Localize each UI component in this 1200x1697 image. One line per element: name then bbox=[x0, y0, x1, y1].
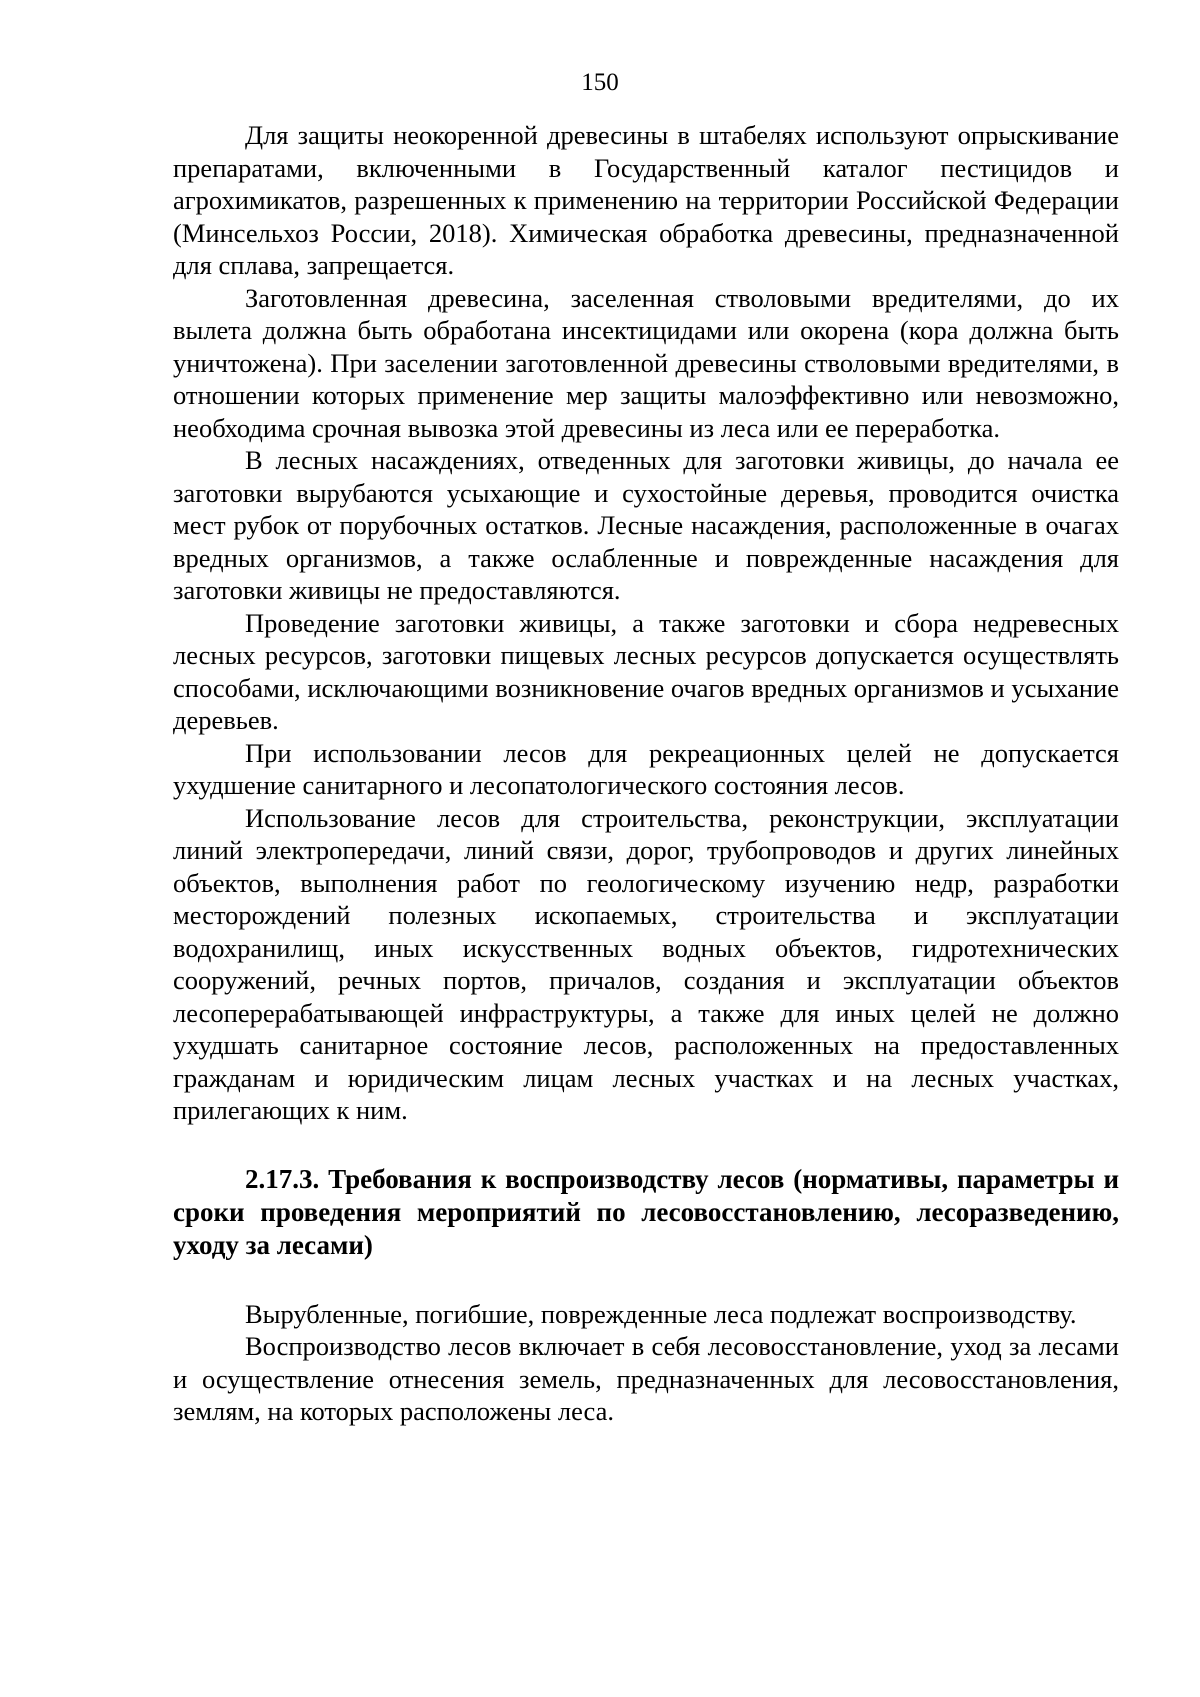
page-body bbox=[173, 119, 1119, 1428]
paragraph-infrastructure-use: Использование лесов для строительства, реконструкции, эксплуатации линий электропередачи, линий связи, дорог, трубопроводов и других линейных объектов, выполнения работ по геологическому изучению недр, разработки месторождений полезных ископаемых, строительства и эксплуатации водохранилищ, иных искусственных водных объектов, гидротехнических сооружений, речных портов, причалов, создания и эксплуатации объектов лесоперерабатывающей инфраструктуры, а также для иных целей не должно ухудшать санитарное состояние лесов, расположенных на предоставленных гражданам и юридическим лицам лесных участках и на лесных участках, прилегающих к ним. bbox=[173, 802, 1119, 1125]
section-heading: 2.17.3. Требования к воспроизводству лесов (нормативы, параметры и сроки проведения мероприятий по лесовосстановлению, лесоразведению, уходу за лесами) bbox=[173, 1163, 1119, 1260]
paragraph-non-timber-resources: Проведение заготовки живицы, а также заготовки и сбора недревесных лесных ресурсов, заготовки пищевых лесных ресурсов допускается осуществлять способами, исключающими возникновение очагов вредных организмов и усыхание деревьев. bbox=[173, 607, 1119, 735]
page-number: 150 bbox=[581, 69, 619, 96]
paragraph-resin-tapping-stands: В лесных насаждениях, отведенных для заготовки живицы, до начала ее заготовки вырубаются усыхающие и сухостойные деревья, проводится очистка мест рубок от порубочных остатков. Лесные насаждения, расположенные в очагах вредных организмов, а также ослабленные и поврежденные насаждения для заготовки живицы не предоставляются. bbox=[173, 445, 1119, 605]
paragraph-infested-wood: Заготовленная древесина, заселенная стволовыми вредителями, до их вылета должна быть обработана инсектицидами или окорена (кора должна быть уничтожена). При заселении заготовленной древесины стволовыми вредителями, в отношении которых применение мер защиты малоэффективно или невозможно, необходима срочная вывозка этой древесины из леса или ее переработка. bbox=[173, 282, 1119, 443]
paragraph-reproduction-scope: Воспроизводство лесов включает в себя лесовосстановление, уход за лесами и осуществление отнесения земель, предназначенных для лесовосстановления, землям, на которых расположены леса. bbox=[173, 1331, 1119, 1426]
paragraph-reproduction-required: Вырубленные, погибшие, поврежденные леса подлежат воспроизводству. bbox=[245, 1298, 1077, 1329]
paragraph-wood-stack-protection: Для защиты неокоренной древесины в штабелях используют опрыскивание препаратами, включенными в Государственный каталог пестицидов и агрохимикатов, разрешенных к применению на территории Российской Федерации (Минсельхоз России, 2018). Химическая обработка древесины, предназначенной для сплава, запрещается. bbox=[173, 120, 1119, 280]
paragraph-recreational-use: При использовании лесов для рекреационных целей не допускается ухудшение санитарного и лесопатологического состояния лесов. bbox=[173, 737, 1119, 800]
